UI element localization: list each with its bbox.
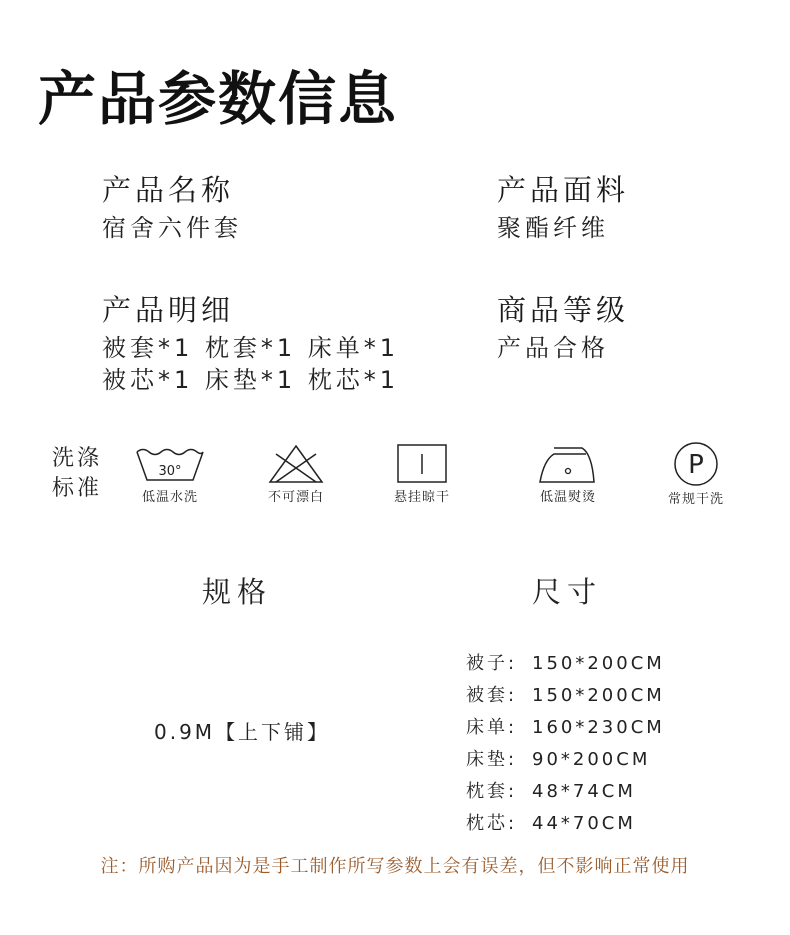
size-value: 44*70CM xyxy=(532,813,636,834)
care-item-dry-clean xyxy=(656,440,736,507)
size-row xyxy=(466,648,665,680)
hang-dry-icon xyxy=(392,444,452,484)
care-label-hang-dry: 悬挂晾干 xyxy=(393,490,450,505)
size-value: 48*74CM xyxy=(532,781,636,802)
no-bleach-icon xyxy=(266,444,326,484)
size-item: 床垫: xyxy=(466,749,518,770)
param-heading-fabric: 产品面料 xyxy=(497,173,630,207)
care-label-no-bleach: 不可漂白 xyxy=(267,490,324,505)
care-item-no-bleach xyxy=(258,444,334,505)
size-item: 被子: xyxy=(466,653,518,674)
wash-30-icon xyxy=(133,444,207,484)
size-row xyxy=(466,680,665,712)
dry-clean-p-icon xyxy=(670,440,722,486)
wash-temp-text: 30° xyxy=(158,464,182,479)
size-heading: 尺寸 xyxy=(532,575,603,609)
size-item: 被套: xyxy=(466,685,518,706)
size-item: 枕套: xyxy=(466,781,518,802)
wash-label-line1: 洗涤 xyxy=(52,446,103,471)
model-value: 0.9M【上下铺】 xyxy=(154,720,331,744)
size-row xyxy=(466,776,665,808)
size-value: 160*230CM xyxy=(532,717,665,738)
low-iron-icon xyxy=(536,444,600,484)
size-item: 床单: xyxy=(466,717,518,738)
param-heading-name: 产品名称 xyxy=(102,173,235,207)
disclaimer-note: 注：所购产品因为是手工制作所写参数上会有误差，但不影响正常使用 xyxy=(100,856,690,877)
spec-heading: 规格 xyxy=(202,575,273,609)
wash-label-line2: 标准 xyxy=(52,476,103,501)
care-item-hang-dry xyxy=(382,444,462,505)
param-heading-grade: 商品等级 xyxy=(497,293,630,327)
size-item: 枕芯: xyxy=(466,813,518,834)
size-row xyxy=(466,712,665,744)
care-label-dry-clean: 常规干洗 xyxy=(667,492,724,507)
size-value: 150*200CM xyxy=(532,685,665,706)
size-list xyxy=(466,648,665,840)
wash-standard-label xyxy=(52,444,102,504)
param-value-details-line2: 被芯*1 床垫*1 枕芯*1 xyxy=(102,366,400,394)
care-label-wash: 低温水洗 xyxy=(141,490,198,505)
param-heading-details: 产品明细 xyxy=(102,293,235,327)
size-value: 90*200CM xyxy=(532,749,651,770)
size-row xyxy=(466,808,665,840)
param-value-grade: 产品合格 xyxy=(497,334,609,362)
page-title: 产品参数信息 xyxy=(38,65,399,133)
param-value-name: 宿舍六件套 xyxy=(102,214,242,242)
care-label-low-iron: 低温熨烫 xyxy=(539,490,596,505)
param-value-fabric: 聚酯纤维 xyxy=(497,214,609,242)
param-value-details-line1: 被套*1 枕套*1 床单*1 xyxy=(102,334,400,362)
care-item-wash xyxy=(132,444,208,505)
size-row xyxy=(466,744,665,776)
care-item-low-iron xyxy=(528,444,608,505)
dry-clean-letter: P xyxy=(688,450,704,480)
size-value: 150*200CM xyxy=(532,653,665,674)
